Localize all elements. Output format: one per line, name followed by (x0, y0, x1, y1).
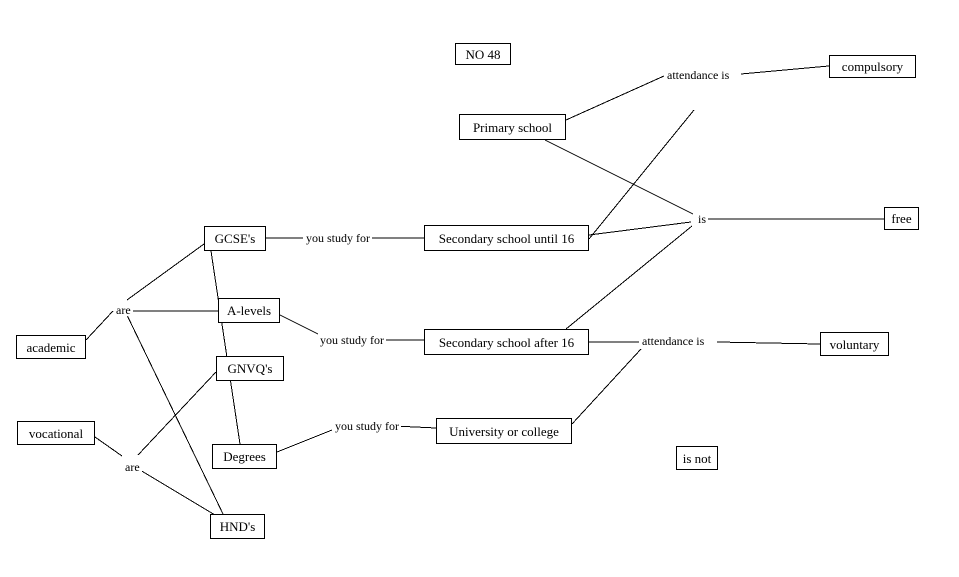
edge-primary-attendance (566, 76, 664, 120)
link-label-you-study-for-alevels (318, 334, 386, 346)
node-secondary-school-until-16[interactable] (424, 225, 589, 251)
node-no48[interactable] (455, 43, 511, 65)
link-label-is (696, 213, 708, 225)
node-secondary-school-after-16[interactable] (424, 329, 589, 355)
link-label-you-study-for-gcse (304, 232, 372, 244)
link-label-text: attendance is (667, 68, 730, 82)
edge-degrees-studyfor (277, 430, 332, 452)
node-label: HND's (219, 519, 256, 534)
edge-secondary16-attendance (589, 110, 694, 239)
link-label-text: you study for (320, 333, 384, 347)
link-label-attendance-is-bottom (640, 335, 706, 347)
link-label-text: you study for (306, 231, 370, 245)
node-primary-school[interactable] (459, 114, 566, 140)
node-label: vocational (28, 425, 84, 441)
node-label: compulsory (841, 59, 904, 74)
node-university-or-college[interactable] (436, 418, 572, 444)
node-label: is not (682, 450, 712, 466)
node-label: A-levels (226, 303, 272, 318)
node-label: University or college (449, 423, 559, 439)
node-free[interactable] (884, 207, 919, 230)
node-label: GNVQ's (227, 361, 273, 376)
node-label: free (891, 211, 912, 226)
edge-attendance-compulsory (741, 66, 829, 74)
edge-gcse-degrees (211, 251, 240, 444)
node-label: Secondary school until 16 (438, 230, 575, 246)
node-label: GCSE's (214, 231, 256, 246)
node-is-not[interactable] (676, 446, 718, 470)
node-hnds[interactable] (210, 514, 265, 539)
node-compulsory[interactable] (829, 55, 916, 78)
edge-gnvqs-are (138, 372, 216, 455)
node-academic[interactable] (16, 335, 86, 359)
node-gcses[interactable] (204, 226, 266, 251)
node-vocational[interactable] (17, 421, 95, 445)
node-degrees[interactable] (212, 444, 277, 469)
link-label-text: are (116, 303, 131, 317)
edge-university-attendance (572, 349, 641, 424)
edge-academic-are (86, 311, 113, 340)
node-gnvqs[interactable] (216, 356, 284, 381)
edge-are-hnds (126, 313, 223, 514)
node-label: Primary school (472, 119, 553, 135)
link-label-are-academic (114, 304, 133, 316)
edge-attendance-voluntary (717, 342, 820, 344)
node-label: academic (26, 339, 76, 355)
edge-secondary16-is (589, 222, 691, 235)
link-label-text: you study for (335, 419, 399, 433)
node-label: voluntary (829, 336, 880, 352)
node-label: Degrees (223, 449, 266, 464)
edge-are-hnds-bottom (140, 470, 215, 515)
link-label-are-vocational (123, 461, 142, 473)
node-label: Secondary school after 16 (438, 334, 575, 350)
edge-alevels-studyfor (280, 315, 318, 334)
node-label: NO 48 (465, 46, 501, 62)
link-label-attendance-is-top (665, 69, 731, 81)
node-voluntary[interactable] (820, 332, 889, 356)
link-label-text: is (698, 212, 707, 226)
edge-vocational-are (95, 437, 122, 456)
edge-gcse-are (127, 244, 204, 300)
link-label-text: attendance is (642, 334, 705, 348)
node-a-levels[interactable] (218, 298, 280, 323)
link-label-you-study-for-degrees (333, 420, 401, 432)
link-label-text: are (125, 460, 140, 474)
